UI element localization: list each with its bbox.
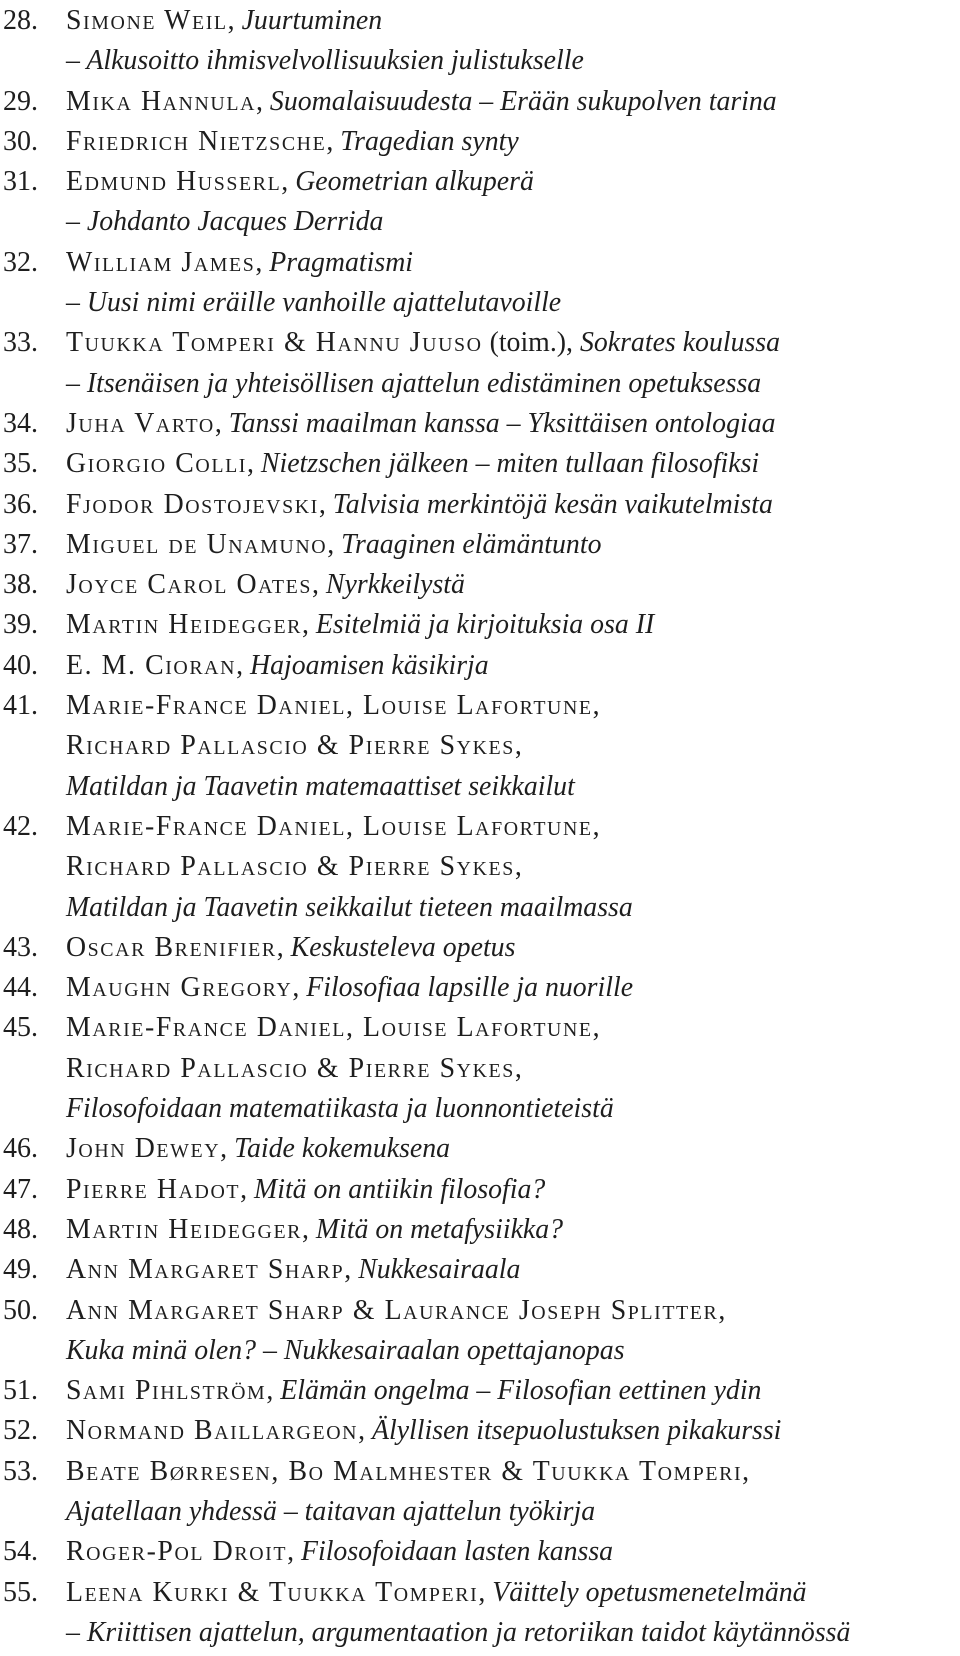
author-name: Sami Pihlström [66,1375,267,1407]
entry-line [66,767,954,807]
entry-line [66,726,954,766]
list-item [0,1129,960,1169]
entry-line [66,364,954,404]
list-item [0,82,960,122]
entry-line [66,1411,954,1451]
author-name: William James [66,246,256,278]
entry-number: 38. [3,569,38,601]
list-item [0,1452,960,1533]
book-title: Nukkesairaala [358,1254,521,1286]
entry-number: 32. [3,246,38,278]
book-title: Taide kokemuksena [234,1133,451,1165]
entry-line [66,1170,954,1210]
book-title: Suomalaisuudesta – Erään sukupolven tarina [269,85,777,117]
author-name: Friedrich Nietzsche [66,125,327,157]
list-item [0,1573,960,1654]
book-title: Elämän ongelma – Filosofian eettinen ydin [280,1375,762,1407]
separator-text: , [220,1133,235,1165]
book-title: Nietzschen jälkeen – miten tullaan filosofiksi [260,448,760,480]
author-name: Beate Børresen, Bo Malmhester & Tuukka Tomperi, [66,1455,751,1487]
entry-number: 36. [3,488,38,520]
book-title: Sokrates koulussa [579,327,781,359]
book-title: Matildan ja Taavetin seikkailut tieteen maailmassa [66,891,633,923]
separator-text: , [318,488,333,520]
separator-text: , [227,5,242,36]
separator-text: , [478,1576,493,1608]
separator-text: , [287,1536,301,1568]
author-name: Normand Baillargeon [66,1415,359,1447]
book-title: – Itsenäisen ja yhteisöllisen ajattelun edistäminen opetuksessa [66,367,762,399]
entry-line [66,41,954,81]
entry-number: 41. [3,690,38,722]
entry-line [66,122,954,162]
entry-line [66,605,954,645]
author-name: Martin Heidegger [66,1213,303,1245]
author-name: E. M. Cioran [66,649,237,681]
list-item [0,485,960,525]
author-name: Marie-France Daniel, Louise Lafortune, [66,1012,602,1044]
entry-number: 50. [3,1294,38,1326]
list-item [0,1532,960,1572]
entry-number: 47. [3,1173,38,1205]
separator-text: , [302,609,316,641]
author-name: Richard Pallascio & Pierre Sykes, [66,1052,524,1084]
separator-text: , [344,1254,359,1286]
author-name: Martin Heidegger [66,609,303,641]
list-item [0,1250,960,1290]
entry-number: 33. [3,327,38,359]
entry-line [66,1331,954,1371]
author-name: Mika Hannula [66,85,257,117]
entry-number: 39. [3,609,38,641]
separator-text: , [247,448,261,480]
entry-number: 45. [3,1012,38,1044]
author-name: Fjodor Dostojevski [66,488,319,520]
entry-line [66,565,954,605]
list-item [0,1210,960,1250]
author-name: Oscar Brenifier [66,931,277,963]
entry-line [66,1613,954,1653]
entry-line [66,847,954,887]
book-title: Älyllisen itsepuolustuksen pikakurssi [371,1415,782,1447]
entry-line [66,1,954,41]
list-item [0,1371,960,1411]
author-name: Leena Kurki & Tuukka Tomperi [66,1576,479,1608]
author-name: Marie-France Daniel, Louise Lafortune, [66,690,602,722]
entry-number: 35. [3,448,38,480]
list-item [0,525,960,565]
entry-line [66,243,954,283]
entry-line [66,485,954,525]
entry-line [66,928,954,968]
entry-line [66,162,954,202]
book-title: Nyrkkeilystä [325,569,465,601]
book-title: Traaginen elämäntunto [341,528,602,560]
book-title: Pragmatismi [269,246,414,278]
entry-number: 30. [3,125,38,157]
entry-line [66,1532,954,1572]
entry-line [66,404,954,444]
book-title: Juurtuminen [241,5,383,36]
book-title: Filosofoidaan lasten kanssa [300,1536,614,1568]
list-item [0,565,960,605]
list-item [0,444,960,484]
entry-number: 53. [3,1455,38,1487]
author-name: Maughn Gregory [66,972,293,1004]
entry-number: 42. [3,810,38,842]
entry-number: 46. [3,1133,38,1165]
list-item [0,928,960,968]
separator-text: (toim.), [482,327,580,359]
book-title: Tanssi maailman kanssa – Yksittäisen ontologiaa [228,407,776,439]
separator-text: , [358,1415,372,1447]
list-item [0,122,960,162]
separator-text: , [256,85,270,117]
book-title: Kuka minä olen? – Nukkesairaalan opettajanopas [66,1334,625,1366]
list-item [0,1291,960,1372]
entry-number: 49. [3,1254,38,1286]
author-name: Juha Varto [66,407,215,439]
entry-line [66,525,954,565]
author-name: Ann Margaret Sharp [66,1254,345,1286]
author-name: Simone Weil [66,5,228,36]
list-item [0,605,960,645]
list-item [0,686,960,807]
book-title: Tragedian synty [340,125,519,157]
list-item [0,243,960,324]
list-item [0,1411,960,1451]
separator-text: , [302,1213,316,1245]
list-item [0,1170,960,1210]
entry-number: 34. [3,407,38,439]
separator-text: , [327,528,342,560]
separator-text: , [255,246,270,278]
book-title: – Johdanto Jacques Derrida [66,206,384,238]
book-title: Geometrian alkuperä [295,166,534,198]
entry-number: 28. [3,5,38,36]
entry-number: 55. [3,1576,38,1608]
author-name: Roger-Pol Droit [66,1536,288,1568]
list-item [0,1008,960,1129]
book-title: Talvisia merkintöjä kesän vaikutelmista [332,488,773,520]
book-title: Mitä on antiikin filosofia? [254,1173,546,1205]
entry-line [66,444,954,484]
entry-line [66,1210,954,1250]
book-title: – Alkusoitto ihmisvelvollisuuksien julistukselle [66,45,584,77]
separator-text: , [326,125,341,157]
list-item [0,1,960,82]
author-name: Giorgio Colli [66,448,248,480]
entry-line [66,1129,954,1169]
entry-line [66,82,954,122]
entry-line [66,323,954,363]
entry-line [66,1452,954,1492]
author-name: John Dewey [66,1133,221,1165]
separator-text: , [276,931,291,963]
book-title: Mitä on metafysiikka? [315,1213,564,1245]
author-name: Ann Margaret Sharp & Laurance Joseph Splitter, [66,1294,727,1326]
author-name: Richard Pallascio & Pierre Sykes, [66,730,524,762]
list-item [0,807,960,928]
author-name: Edmund Husserl [66,166,282,198]
book-title: Matildan ja Taavetin matemaattiset seikkailut [66,770,575,802]
separator-text: , [266,1375,281,1407]
separator-text: , [240,1173,255,1205]
book-title: Filosofiaa lapsille ja nuorille [306,972,634,1004]
entry-number: 52. [3,1415,38,1447]
entry-line [66,1250,954,1290]
entry-list [0,1,960,1653]
entry-number: 44. [3,972,38,1004]
separator-text: , [214,407,229,439]
entry-line [66,1492,954,1532]
entry-line [66,807,954,847]
entry-line [66,646,954,686]
author-name: Richard Pallascio & Pierre Sykes, [66,851,524,883]
entry-number: 40. [3,649,38,681]
entry-line [66,1291,954,1331]
book-title: – Kriittisen ajattelun, argumentaation ja retoriikan taidot käytännössä [66,1616,851,1648]
entry-number: 31. [3,166,38,198]
entry-number: 37. [3,528,38,560]
author-name: Miguel de Unamuno [66,528,328,560]
list-item [0,968,960,1008]
author-name: Tuukka Tomperi & Hannu Juuso [66,327,483,359]
entry-number: 29. [3,85,38,117]
list-item [0,404,960,444]
entry-line [66,1089,954,1129]
book-title: Hajoamisen käsikirja [249,649,489,681]
entry-line [66,968,954,1008]
entry-line [66,1049,954,1089]
author-name: Pierre Hadot [66,1173,241,1205]
entry-line [66,283,954,323]
entry-line [66,202,954,242]
book-title: Ajatellaan yhdessä – taitavan ajattelun työkirja [66,1495,596,1527]
entry-line [66,1371,954,1411]
entry-line [66,686,954,726]
book-title: Filosofoidaan matematiikasta ja luonnontieteistä [66,1093,614,1125]
entry-line [66,1573,954,1613]
separator-text: , [292,972,307,1004]
separator-text: , [312,569,326,601]
book-title: Väittely opetusmenetelmänä [492,1576,807,1608]
separator-text: , [281,166,296,198]
book-title: Keskusteleva opetus [290,931,516,963]
entry-number: 54. [3,1536,38,1568]
list-item [0,162,960,243]
list-item [0,323,960,404]
list-item [0,646,960,686]
entry-number: 43. [3,931,38,963]
author-name: Joyce Carol Oates [66,569,313,601]
author-name: Marie-France Daniel, Louise Lafortune, [66,810,602,842]
entry-line [66,888,954,928]
book-title: – Uusi nimi eräille vanhoille ajattelutavoille [66,287,562,319]
entry-line [66,1008,954,1048]
book-title: Esitelmiä ja kirjoituksia osa II [315,609,655,641]
entry-number: 48. [3,1213,38,1245]
entry-number: 51. [3,1375,38,1407]
separator-text: , [236,649,250,681]
